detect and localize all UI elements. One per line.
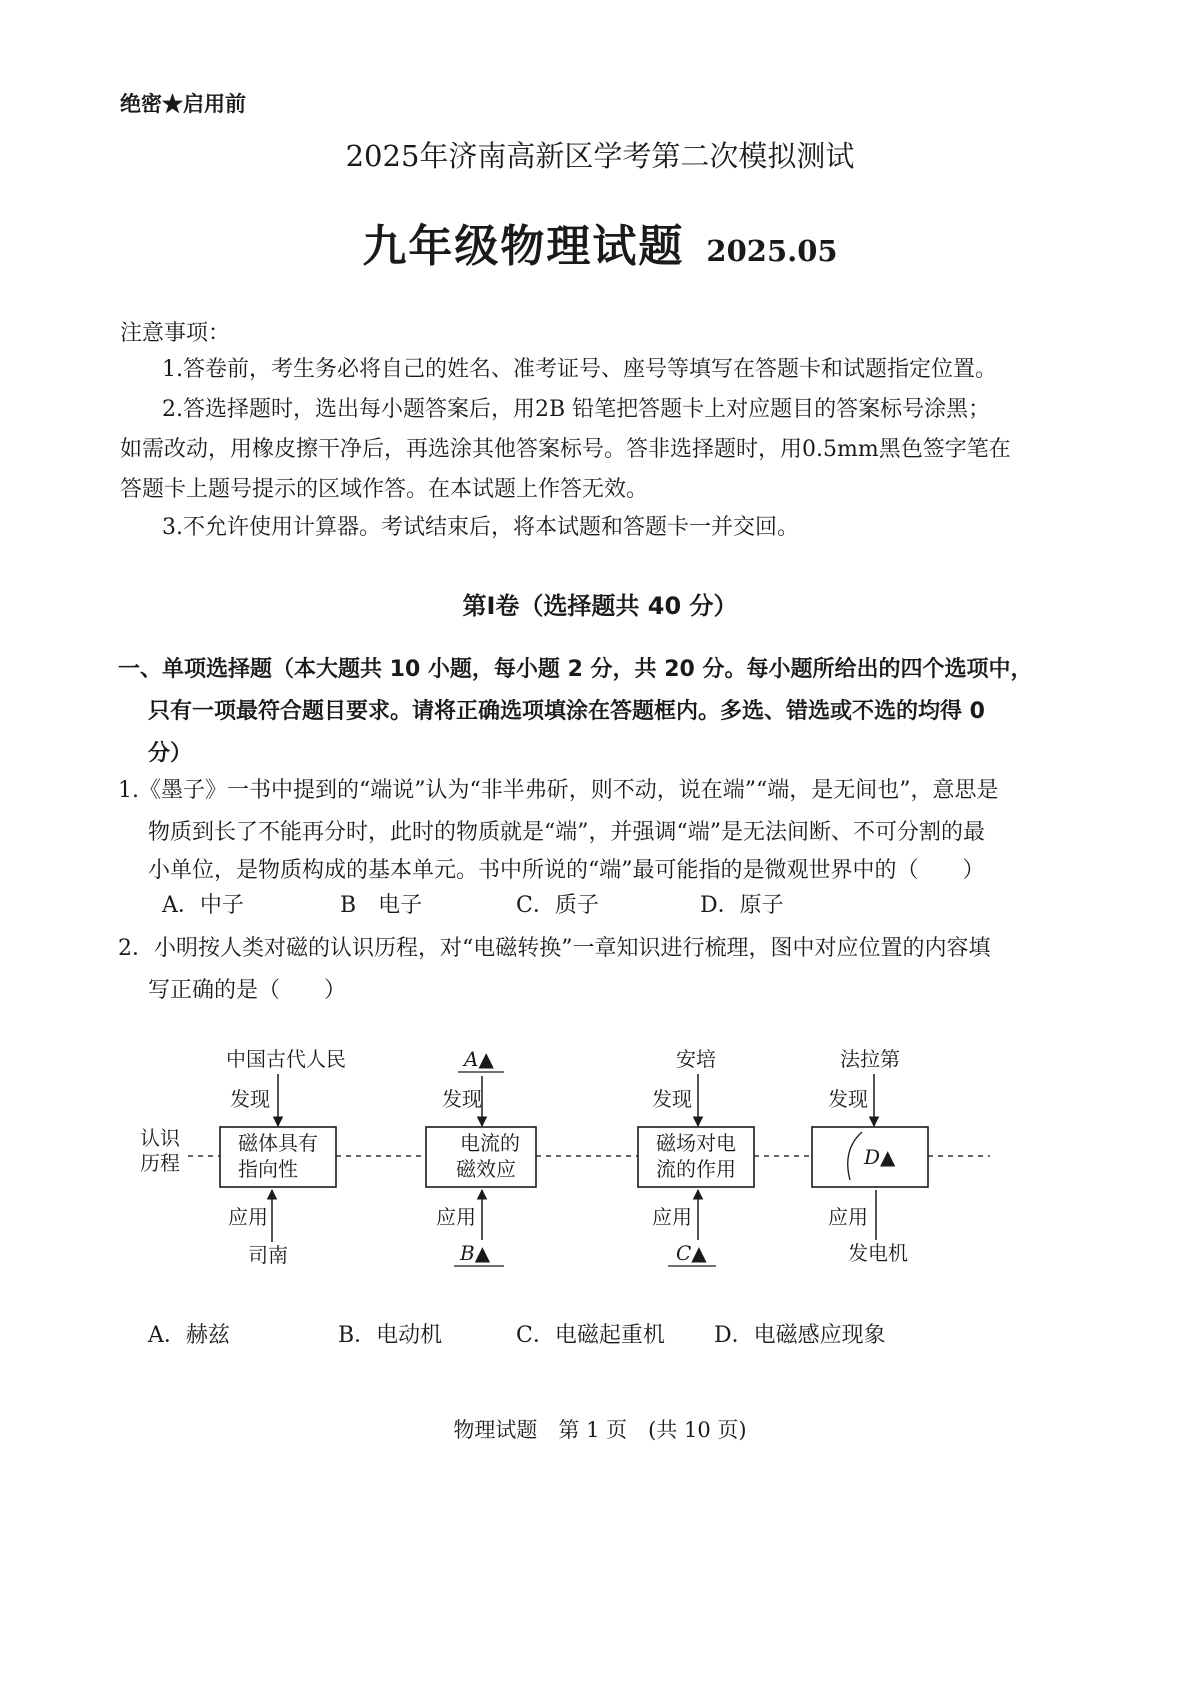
paper-title-row bbox=[0, 210, 1200, 274]
question-2-line-2: 写正确的是（ ） bbox=[148, 978, 347, 1003]
question-1-option-d: D．原子 bbox=[700, 893, 784, 918]
column-4-top: 法拉第 bbox=[840, 1047, 900, 1071]
column-4-box-line-1: D▲ bbox=[864, 1145, 896, 1169]
question-1-line-3: 小单位，是物质构成的基本单元。书中所说的“端”最可能指的是微观世界中的（ ） bbox=[148, 858, 985, 883]
diagram-column-3 bbox=[638, 1047, 754, 1266]
question-2-option-c: C．电磁起重机 bbox=[516, 1323, 665, 1348]
notice-item-2-line-2: 如需改动，用橡皮擦干净后，再选涂其他答案标号。答非选择题时，用0.5mm黑色签字笔在 bbox=[120, 437, 1011, 462]
part1-instruction-line-2: 只有一项最符合题目要求。请将正确选项填涂在答题框内。多选、错选或不选的均得 0 bbox=[148, 699, 985, 724]
notice-item-2-line-3: 答题卡上题号提示的区域作答。在本试题上作答无效。 bbox=[120, 477, 649, 502]
column-3-box-line-2: 流的作用 bbox=[656, 1157, 736, 1181]
column-4-bottom: 发电机 bbox=[848, 1241, 908, 1265]
column-1-apply: 应用 bbox=[228, 1205, 268, 1229]
column-4-apply: 应用 bbox=[828, 1205, 868, 1229]
magnetism-history-diagram bbox=[120, 1030, 1000, 1280]
question-1-option-c: C．质子 bbox=[516, 893, 599, 918]
question-1-line-1: 1.《墨子》一书中提到的“端说”认为“非半弗斫，则不动，说在端”“端，是无间也”，意思是 bbox=[118, 778, 999, 803]
column-3-top: 安培 bbox=[676, 1047, 716, 1071]
paper-date: 2025.05 bbox=[706, 234, 838, 268]
column-3-box-line-1: 磁场对电 bbox=[656, 1131, 736, 1155]
paper-title: 九年级物理试题 bbox=[362, 221, 685, 272]
column-2-bottom: B▲ bbox=[460, 1241, 491, 1265]
question-2-option-b: B．电动机 bbox=[338, 1323, 443, 1348]
column-1-bottom: 司南 bbox=[248, 1243, 288, 1267]
notice-item-1: 1.答卷前，考生务必将自己的姓名、准考证号、座号等填写在答题卡和试题指定位置。 bbox=[162, 357, 997, 382]
notice-item-3: 3.不允许使用计算器。考试结束后，将本试题和答题卡一并交回。 bbox=[162, 515, 799, 540]
diagram-column-4 bbox=[812, 1047, 928, 1265]
column-2-apply: 应用 bbox=[436, 1205, 476, 1229]
column-1-discover: 发现 bbox=[230, 1087, 270, 1111]
column-2-discover: 发现 bbox=[442, 1087, 482, 1111]
section-title: 第Ⅰ卷（选择题共 40 分） bbox=[462, 592, 738, 620]
page-footer: 物理试题 第 1 页 (共 10 页) bbox=[453, 1418, 747, 1442]
question-2-option-a: A．赫兹 bbox=[148, 1323, 230, 1348]
part1-instruction-line-1: 一、单项选择题（本大题共 10 小题，每小题 2 分，共 20 分。每小题所给出的四个选项中， bbox=[118, 657, 1033, 682]
question-1-option-b: B 电子 bbox=[340, 893, 423, 918]
column-1-top: 中国古代人民 bbox=[226, 1047, 346, 1071]
column-3-bottom: C▲ bbox=[676, 1241, 707, 1265]
column-3-apply: 应用 bbox=[652, 1205, 692, 1229]
diagram-column-1 bbox=[220, 1047, 346, 1267]
part1-instruction-line-3: 分） bbox=[148, 741, 193, 766]
column-2-box-line-2: 磁效应 bbox=[456, 1157, 516, 1181]
notice-item-2-line-1: 2.答选择题时，选出每小题答案后，用2B 铅笔把答题卡上对应题目的答案标号涂黑； bbox=[162, 397, 991, 422]
question-2-option-d: D．电磁感应现象 bbox=[714, 1323, 886, 1348]
question-1-line-2: 物质到长了不能再分时，此时的物质就是“端”，并强调“端”是无法间断、不可分割的最 bbox=[148, 820, 985, 845]
question-2-line-1: 2．小明按人类对磁的认识历程，对“电磁转换”一章知识进行梳理，图中对应位置的内容填 bbox=[118, 936, 991, 961]
notice-heading: 注意事项： bbox=[120, 321, 231, 346]
column-1-box-line-1: 磁体具有 bbox=[238, 1131, 318, 1155]
diagram-column-2 bbox=[426, 1047, 536, 1266]
side-label-2: 历程 bbox=[140, 1151, 180, 1175]
column-2-box-line-1: 电流的 bbox=[460, 1131, 520, 1155]
column-1-box-line-2: 指向性 bbox=[238, 1157, 298, 1181]
question-1-option-a: A．中子 bbox=[162, 893, 244, 918]
confidential-label: 绝密★启用前 bbox=[120, 91, 246, 116]
exam-title: 2025年济南高新区学考第二次模拟测试 bbox=[345, 139, 855, 173]
column-2-top: A▲ bbox=[464, 1047, 494, 1071]
column-4-discover: 发现 bbox=[828, 1087, 868, 1111]
side-label-1: 认识 bbox=[140, 1126, 180, 1150]
column-3-discover: 发现 bbox=[652, 1087, 692, 1111]
